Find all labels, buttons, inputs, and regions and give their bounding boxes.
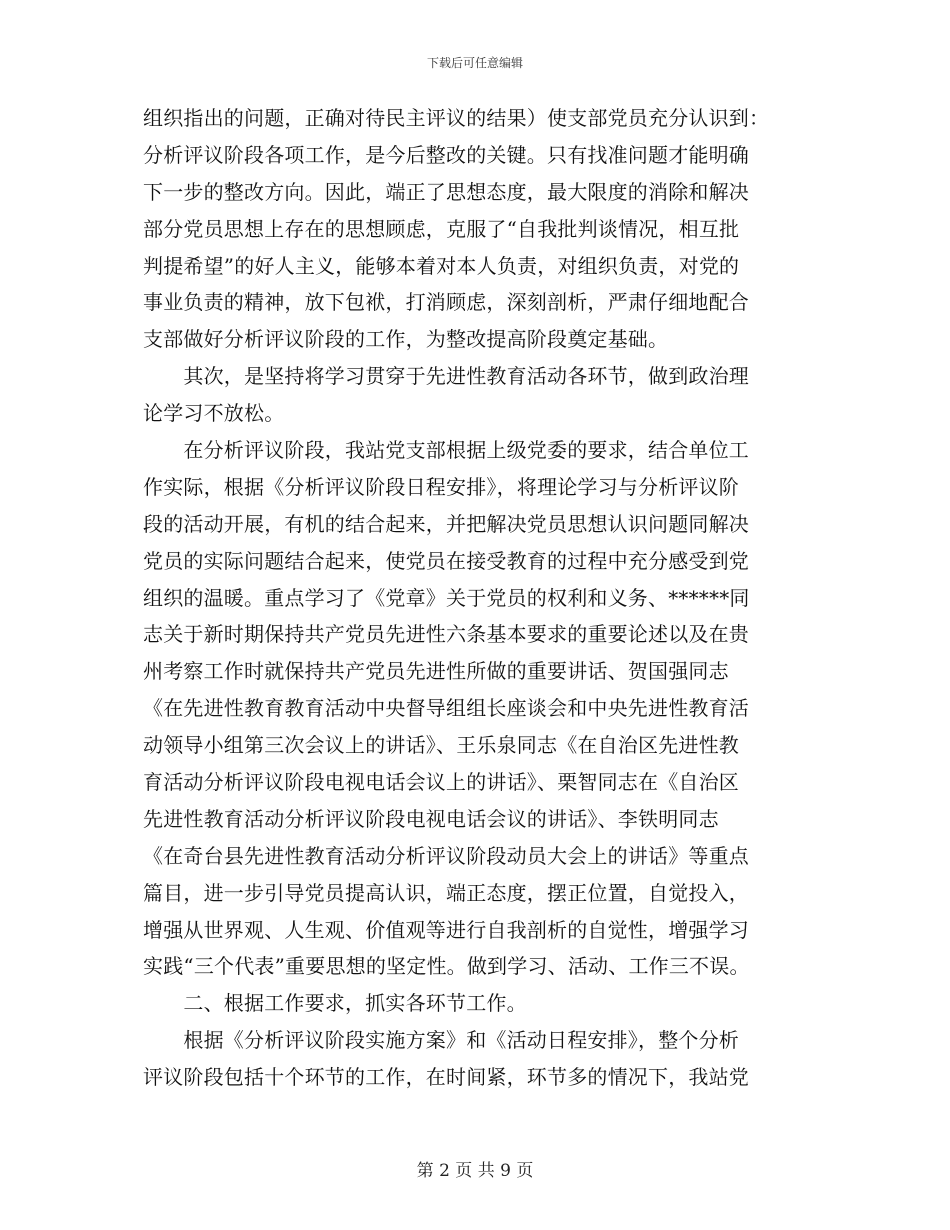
text-line: 分析评议阶段各项工作，是今后整改的关键。只有找准问题才能明确 [143, 142, 749, 167]
text-line: 下一步的整改方向。因此，端正了思想态度，最大限度的消除和解决 [143, 179, 749, 204]
text-line: 州考察工作时就保持共产党员先进性所做的重要讲话、贺国强同志 [143, 659, 729, 684]
text-line: 判提希望”的好人主义，能够本着对本人负责，对组织负责，对党的 [143, 253, 740, 278]
text-line: 事业负责的精神，放下包袱，打消顾虑，深刻剖析，严肃仔细地配合 [143, 290, 749, 315]
text-line: 志关于新时期保持共产党员先进性六条基本要求的重要论述以及在贵 [143, 622, 749, 647]
text-line: 组织的温暖。重点学习了《党章》关于党员的权利和义务、******同 [143, 585, 750, 610]
text-line: 段的活动开展，有机的结合起来，并把解决党员思想认识问题同解决 [143, 511, 749, 536]
text-line: 《在先进性教育教育活动中央督导组组长座谈会和中央先进性教育活 [143, 696, 749, 721]
text-line: 组织指出的问题，正确对待民主评议的结果）使支部党员充分认识到： [143, 106, 770, 130]
text-line: 增强从世界观、人生观、价值观等进行自我剖析的自觉性，增强学习 [143, 917, 749, 942]
text-line: 在分析评议阶段，我站党支部根据上级党委的要求，结合单位工 [143, 438, 749, 463]
text-line: 论学习不放松。 [143, 401, 285, 426]
text-line: 作实际，根据《分析评议阶段日程安排》，将理论学习与分析评议阶 [143, 474, 739, 499]
page-header: 下载后可任意编辑 [426, 56, 523, 70]
page-number-footer: 第 2 页 共 9 页 [416, 1161, 534, 1181]
text-line: 评议阶段包括十个环节的工作，在时间紧，环节多的情况下，我站党 [143, 1065, 749, 1090]
text-line: 实践“三个代表”重要思想的坚定性。做到学习、活动、工作三不误。 [143, 954, 750, 979]
text-line: 《在奇台县先进性教育活动分析评议阶段动员大会上的讲话》等重点 [143, 843, 749, 868]
text-line: 二、根据工作要求，抓实各环节工作。 [143, 991, 527, 1016]
text-line: 育活动分析评议阶段电视电话会议上的讲话》、栗智同志在《自治区 [143, 770, 739, 795]
text-line: 部分党员思想上存在的思想顾虑，克服了“自我批判谈情况，相互批 [143, 216, 740, 241]
text-line: 篇目，进一步引导党员提高认识，端正态度，摆正位置，自觉投入， [143, 880, 749, 905]
text-line: 根据《分析评议阶段实施方案》和《活动日程安排》，整个分析 [143, 1028, 739, 1053]
text-line: 党员的实际问题结合起来，使党员在接受教育的过程中充分感受到党 [143, 548, 749, 573]
text-line: 先进性教育活动分析评议阶段电视电话会议的讲话》、李铁明同志 [143, 806, 719, 831]
text-line: 动领导小组第三次会议上的讲话》、王乐泉同志《在自治区先进性教 [143, 733, 739, 758]
text-line: 其次，是坚持将学习贯穿于先进性教育活动各环节，做到政治理 [143, 364, 749, 389]
text-line: 支部做好分析评议阶段的工作，为整改提高阶段奠定基础。 [143, 327, 669, 352]
document-body [143, 100, 815, 1096]
